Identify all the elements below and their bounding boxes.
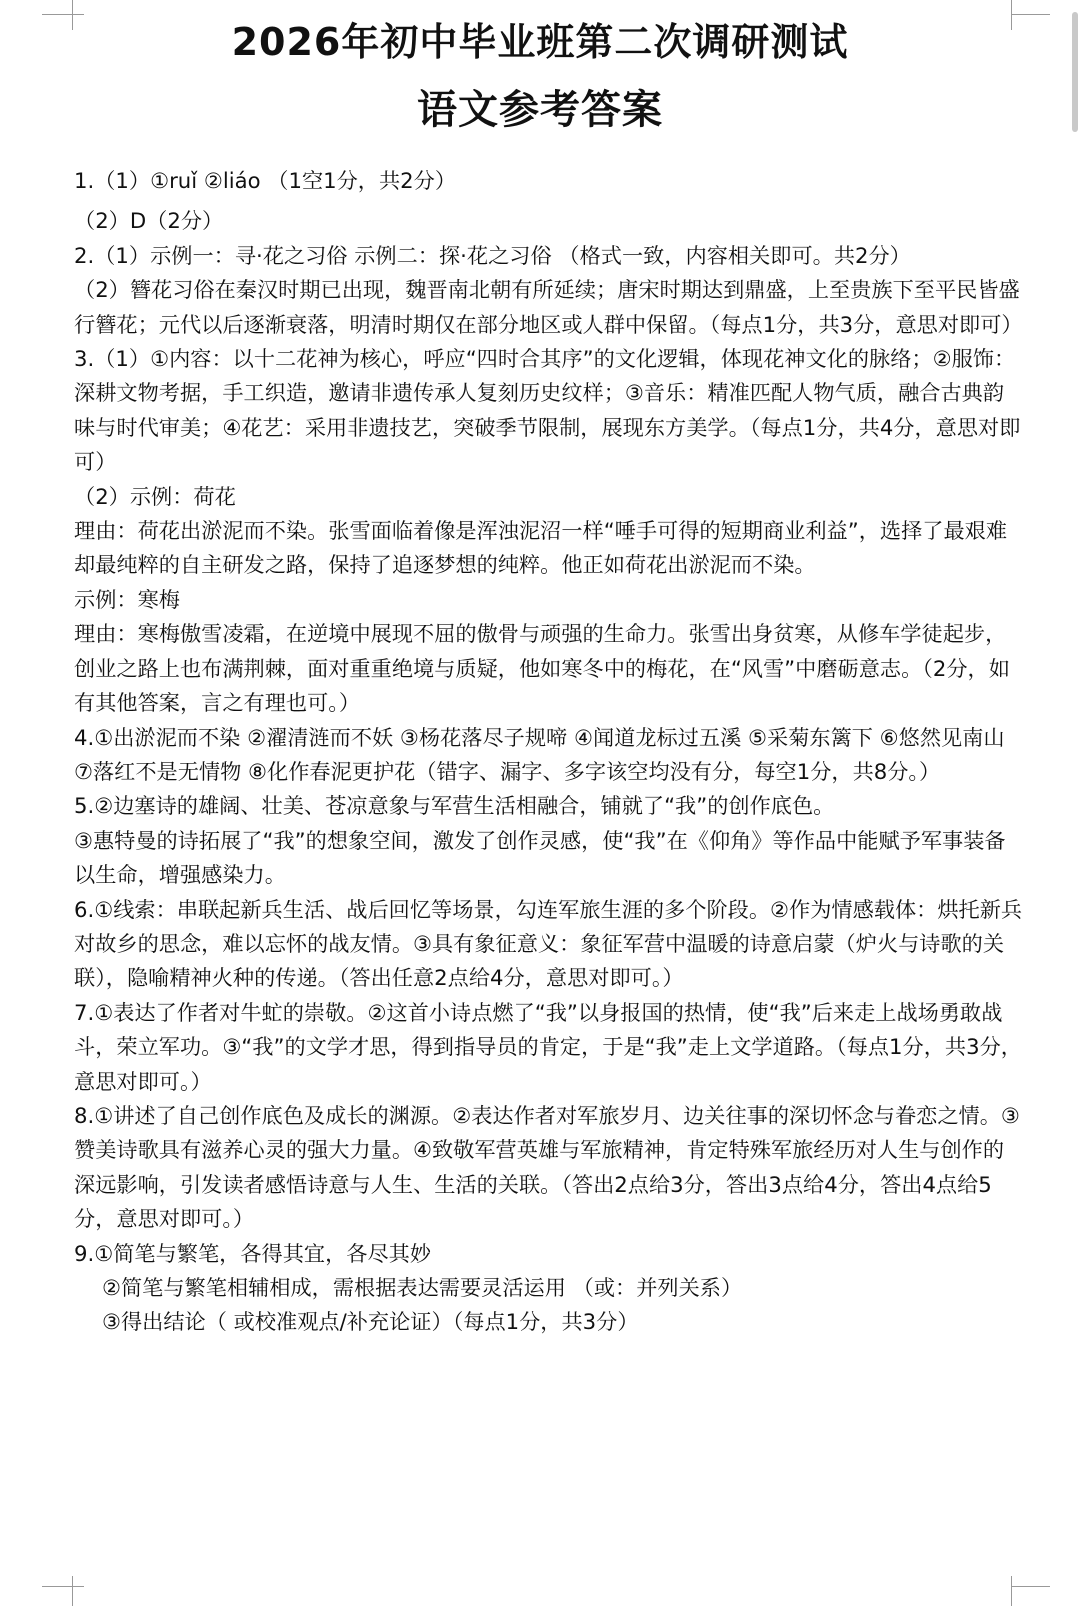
answer-paragraph: （2）簪花习俗在秦汉时期已出现，魏晋南北朝有所延续；唐宋时期达到鼎盛，上至贵族下至平民皆盛行簪花；元代以后逐渐衰落，明清时期仅在部分地区或人群中保留。（每点1分，共3分，意思对即可） [74,277,1023,337]
answer-paragraph: 理由：荷花出淤泥而不染。张雪面临着像是浑浊泥沼一样“唾手可得的短期商业利益”，选择了最艰难却最纯粹的自主研发之路，保持了追逐梦想的纯粹。他正如荷花出淤泥而不染。 [74,518,1008,578]
answer-paragraph: 2.（1）示例一：寻·花之习俗 示例二：探·花之习俗 （格式一致，内容相关即可。共2分） [74,242,911,268]
answer-body [74,164,1024,1340]
answer-paragraph: ③惠特曼的诗拓展了“我”的想象空间，激发了创作灵感，使“我”在《仰角》等作品中能赋予军事装备以生命，增强感染力。 [74,827,1006,888]
answer-paragraph: 8.①讲述了自己创作底色及成长的渊源。②表达作者对军旅岁月、边关往事的深切怀念与眷恋之情。③赞美诗歌具有滋养心灵的强大力量。④致敬军营英雄与军旅精神，肯定特殊军旅经历对人生与创作的深远影响，引发读者感悟诗意与人生、生活的关联。（答出2点给3分，答出3点给4分，答出4点给5分，意思对即可。） [74,1102,1020,1232]
answer-paragraph: 示例：寒梅 [74,586,180,612]
crop-mark-bottom-right [1011,1576,1042,1606]
answer-paragraph: （2）D（2分） [74,208,224,234]
answer-paragraph: 1.（1）①ruǐ ②liáo （1空1分，共2分） [74,168,457,193]
answer-paragraph: 理由：寒梅傲雪凌霜，在逆境中展现不屈的傲骨与顽强的生命力。张雪出身贫寒，从修车学徒起步，创业之路上也布满荆棘，面对重重绝境与质疑，他如寒冬中的梅花，在“风雪”中磨砺意志。（2分，如有其他答案，言之有理也可。） [74,621,1010,716]
answer-paragraph: ②简笔与繁笔相辅相成，需根据表达需要灵活运用 （或：并列关系） [102,1275,743,1300]
crop-mark-bottom-left [42,1576,73,1606]
answer-paragraph: 7.①表达了作者对牛虻的崇敬。②这首小诗点燃了“我”以身报国的热情，使“我”后来走上战场勇敢战斗，荣立军功。③“我”的文学才思，得到指导员的肯定，于是“我”走上文学道路。（每点1分，共3分，意思对即可。） [74,999,1022,1094]
answer-paragraph: 5.②边塞诗的雄阔、壮美、苍凉意象与军营生活相融合，铺就了“我”的创作底色。 [74,793,835,819]
answer-paragraph: 4.①出淤泥而不染 ②濯清涟而不妖 ③杨花落尽子规啼 ④闻道龙标过五溪 ⑤采菊东篱下 ⑥悠然见南山 ⑦落红不是无情物 ⑧化作春泥更护花（错字、漏字、多字该空均没有分，每空1分，共8分。） [74,724,1005,784]
answer-paragraph: （2）示例：荷花 [74,483,236,509]
answer-paragraph: 3.（1）①内容：以十二花神为核心，呼应“四时合其序”的文化逻辑，体现花神文化的脉络；②服饰：深耕文物考据，手工织造，邀请非遗传承人复刻历史纹样；③音乐：精准匹配人物气质，融合古典韵味与时代审美；④花艺：采用非遗技艺，突破季节限制，展现东方美学。（每点1分，共4分，意思对即可） [74,346,1021,475]
document-subtitle: 语文参考答案 [417,87,663,133]
answer-paragraph: ③得出结论（ 或校准观点/补充论证）（每点1分，共3分） [102,1309,639,1335]
answer-paragraph: 6.①线索：串联起新兵生活、战后回忆等场景，勾连军旅生涯的多个阶段。②作为情感载体：烘托新兵对故乡的思念，难以忘怀的战友情。③具有象征意义：象征军营中温暖的诗意启蒙（炉火与诗歌的关联），隐喻精神火种的传递。（答出任意2点给4分，意思对即可。） [74,896,1023,991]
document-title: 2026年初中毕业班第二次调研测试 [231,20,849,64]
answer-paragraph: 9.①简笔与繁笔，各得其宜，各尽其妙 [74,1240,432,1266]
